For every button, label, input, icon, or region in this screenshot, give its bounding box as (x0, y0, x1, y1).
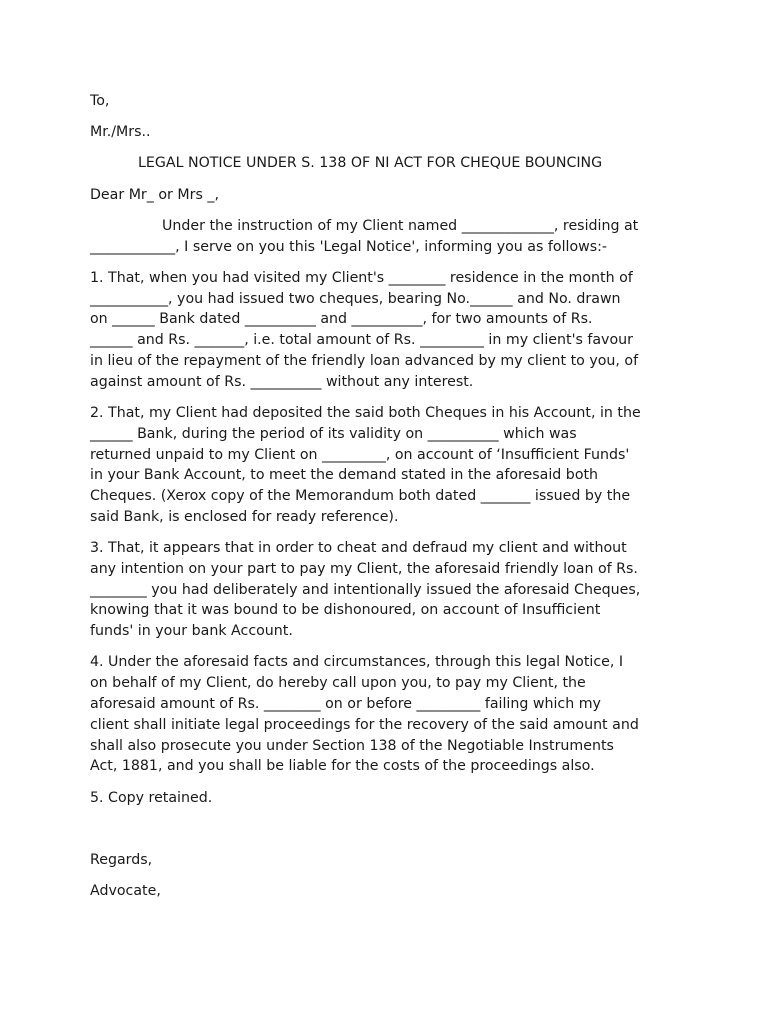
paragraph-line: shall also prosecute you under Section 138 of the Negotiable Instruments (90, 737, 614, 754)
paragraph-line: 4. Under the aforesaid facts and circumstances, through this legal Notice, I (90, 654, 624, 671)
point-5-paragraph (90, 788, 680, 809)
intro-line: Under the instruction of my Client named _____________, residing at (162, 217, 639, 234)
blank-space (90, 819, 680, 850)
intro-line: ____________, I serve on you this 'Legal Notice', informing you as follows:- (90, 238, 608, 255)
paragraph-line: in lieu of the repayment of the friendly loan advanced by my client to you, of (90, 352, 639, 369)
paragraph-line: client shall initiate legal proceedings for the recovery of the said amount and (90, 716, 639, 733)
legal-notice-document (90, 91, 680, 912)
intro-paragraph (90, 216, 680, 258)
paragraph-line: any intention on your part to pay my Client, the aforesaid friendly loan of Rs. (90, 560, 638, 577)
paragraph-line: Cheques. (Xerox copy of the Memorandum both dated _______ issued by the (90, 488, 631, 505)
paragraph-line: funds' in your bank Account. (90, 623, 293, 640)
paragraph-line: 3. That, it appears that in order to cheat and defraud my client and without (90, 540, 627, 557)
paragraph-line: ______ and Rs. _______, i.e. total amount of Rs. _________ in my client's favour (90, 332, 633, 349)
paragraph-line: ___________, you had issued two cheques, bearing No.______ and No. drawn (90, 290, 621, 307)
paragraph-line: on behalf of my Client, do hereby call upon you, to pay my Client, the (90, 675, 586, 692)
paragraph-line: ________ you had deliberately and intentionally issued the aforesaid Cheques, (90, 581, 641, 598)
paragraph-line: Act, 1881, and you shall be liable for the costs of the proceedings also. (90, 758, 595, 775)
paragraph-line: against amount of Rs. __________ without any interest. (90, 373, 474, 390)
paragraph-line: returned unpaid to my Client on _________, on account of ‘Insufficient Funds' (90, 446, 630, 463)
paragraph-line: in your Bank Account, to meet the demand stated in the aforesaid both (90, 467, 599, 484)
salutation: Dear Mr_ or Mrs _, (90, 186, 219, 203)
to-line: To, (90, 93, 110, 109)
paragraph-line: 1. That, when you had visited my Client's ________ residence in the month of (90, 269, 633, 286)
paragraph-line: aforesaid amount of Rs. ________ on or before _________ failing which my (90, 696, 601, 713)
signature-line: Advocate, (90, 883, 161, 900)
point-2-paragraph (90, 403, 680, 528)
paragraph-line: 5. Copy retained. (90, 789, 213, 806)
paragraph-line: on ______ Bank dated __________ and __________, for two amounts of Rs. (90, 311, 593, 328)
paragraph-line: knowing that it was bound to be dishonoured, on account of Insufficient (90, 602, 601, 619)
point-4-paragraph (90, 652, 680, 777)
paragraph-line: said Bank, is enclosed for ready reference). (90, 508, 399, 525)
addressee-line: Mr./Mrs.. (90, 124, 151, 141)
point-3-paragraph (90, 538, 680, 642)
paragraph-line: 2. That, my Client had deposited the said both Cheques in his Account, in the (90, 404, 641, 421)
paragraph-line: ______ Bank, during the period of its validity on __________ which was (90, 425, 577, 442)
closing-line: Regards, (90, 852, 153, 868)
point-1-paragraph (90, 268, 680, 393)
notice-title: LEGAL NOTICE UNDER S. 138 OF NI ACT FOR CHEQUE BOUNCING (138, 155, 603, 172)
